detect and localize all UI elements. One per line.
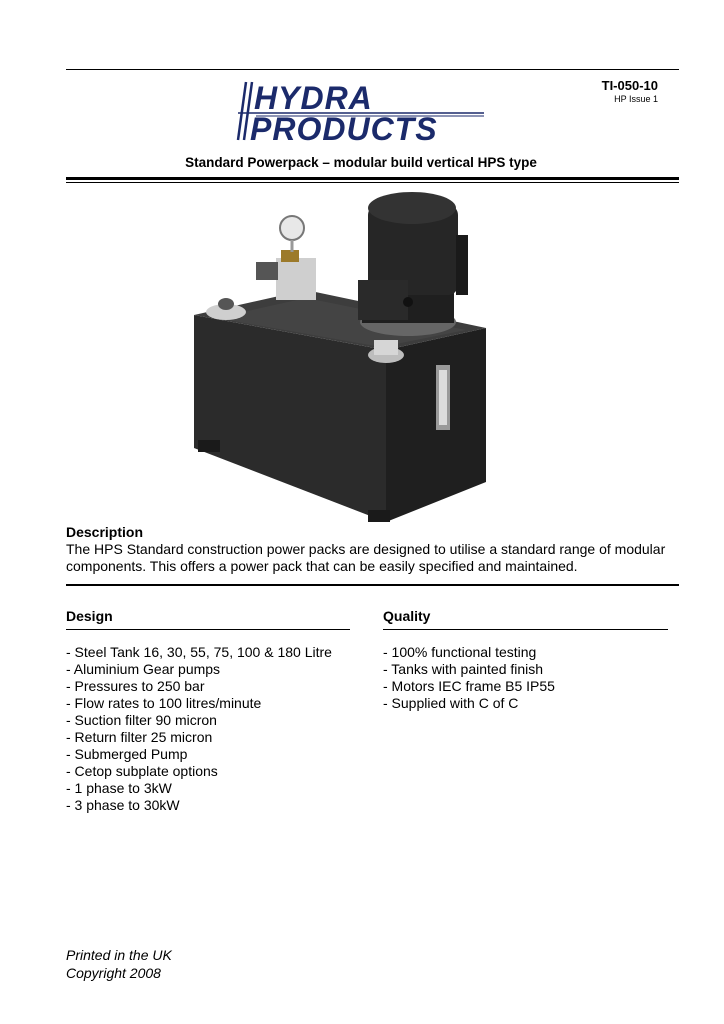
- list-item: - Cetop subplate options: [66, 763, 218, 779]
- design-heading: Design: [66, 608, 113, 624]
- quality-section: [383, 607, 668, 712]
- list-item: - Steel Tank 16, 30, 55, 75, 100 & 180 Litre: [66, 644, 332, 660]
- document-title: Standard Powerpack – modular build vertical HPS type: [185, 155, 537, 170]
- document-issue: HP Issue 1: [614, 94, 658, 104]
- list-item: - Supplied with C of C: [383, 695, 519, 711]
- list-item: - 3 phase to 30kW: [66, 797, 180, 813]
- title-rule-thick: [66, 177, 679, 180]
- logo-text-hydra: HYDRA: [254, 80, 373, 116]
- logo-text-products: PRODUCTS: [250, 111, 438, 144]
- list-item: - 100% functional testing: [383, 644, 537, 660]
- list-item: - Flow rates to 100 litres/minute: [66, 695, 262, 711]
- company-logo: [236, 80, 486, 149]
- description-heading: Description: [66, 524, 144, 540]
- footer: [66, 946, 172, 982]
- design-section: [66, 607, 350, 814]
- list-item: - Pressures to 250 bar: [66, 678, 205, 694]
- quality-rule: [383, 629, 668, 630]
- document-number: TI-050-10: [601, 78, 658, 93]
- description-section: [66, 524, 679, 575]
- footer-copyright: Copyright 2008: [66, 965, 161, 981]
- quality-heading: Quality: [383, 608, 431, 624]
- list-item: - 1 phase to 3kW: [66, 780, 172, 796]
- description-body: The HPS Standard construction power packs are designed to utilise a standard range of modular components. This offers a power pack that can be easily specified and maintained.: [66, 541, 666, 574]
- footer-printed: Printed in the UK: [66, 947, 172, 963]
- list-item: - Aluminium Gear pumps: [66, 661, 221, 677]
- list-item: - Submerged Pump: [66, 746, 188, 762]
- list-item: - Motors IEC frame B5 IP55: [383, 678, 555, 694]
- list-item: - Tanks with painted finish: [383, 661, 544, 677]
- description-rule: [66, 584, 679, 586]
- quality-list: [383, 644, 668, 712]
- list-item: - Return filter 25 micron: [66, 729, 213, 745]
- design-list: [66, 644, 350, 814]
- top-rule: [66, 69, 679, 70]
- powerpack-photo: [186, 190, 496, 530]
- design-rule: [66, 629, 350, 630]
- title-rule-thin: [66, 182, 679, 183]
- list-item: - Suction filter 90 micron: [66, 712, 217, 728]
- document-id: [602, 78, 658, 105]
